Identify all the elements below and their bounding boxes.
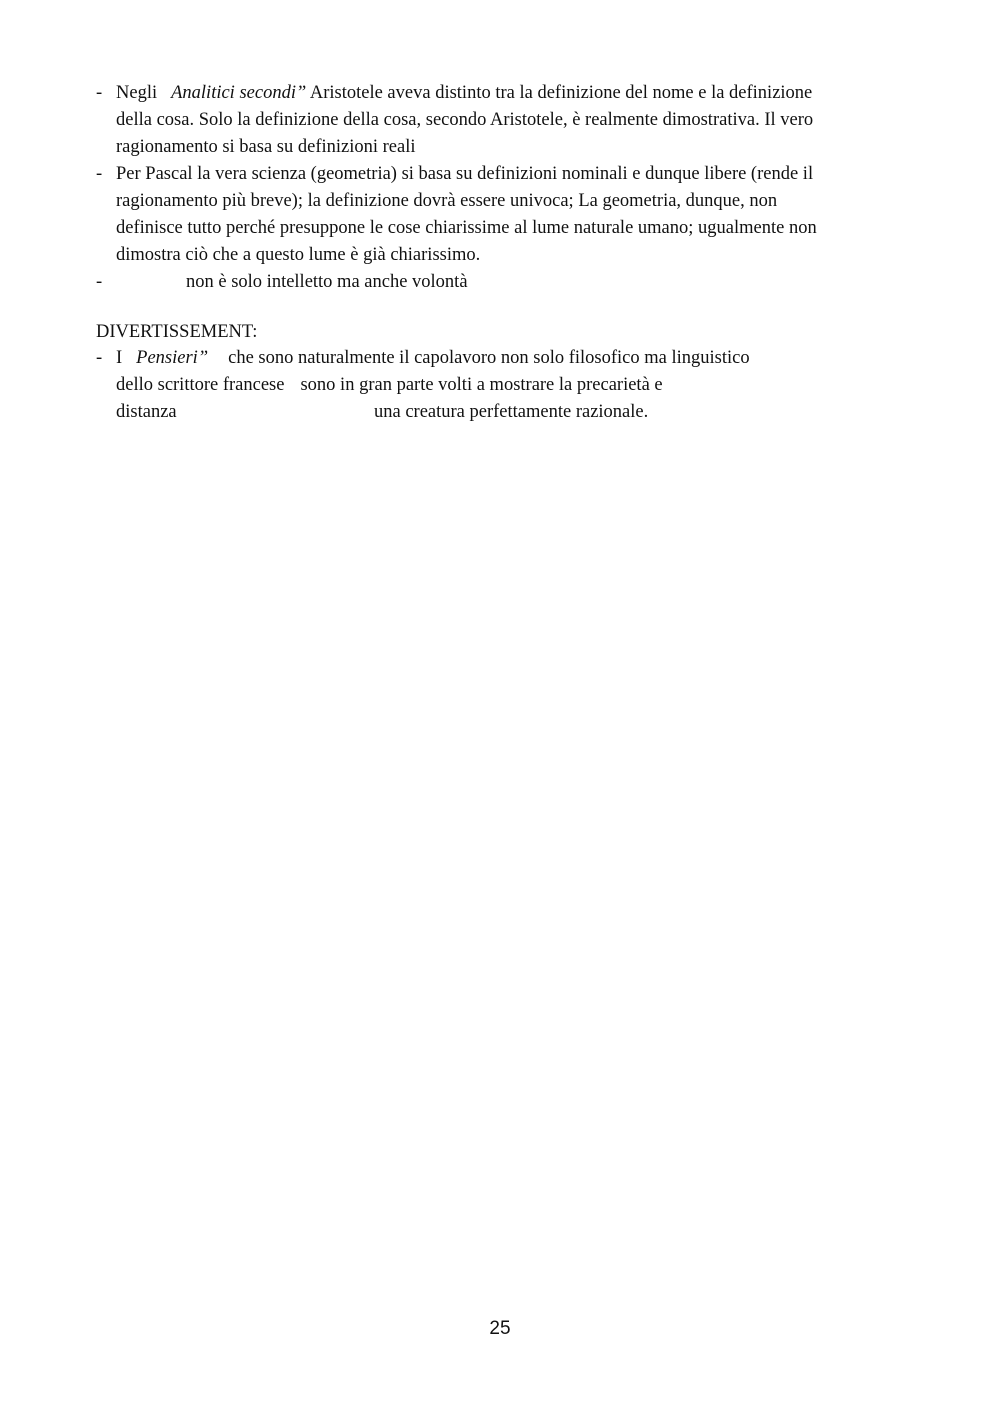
page-number: 25 xyxy=(489,1318,511,1339)
bullet-4-line-1 xyxy=(116,345,750,372)
bullet-1-prefix: Negli xyxy=(116,83,158,103)
bullet-marker: - xyxy=(96,348,103,368)
bullet-2-line-1: Per Pascal la vera scienza (geometria) si basa su definizioni nominali e dunque libere (rende il xyxy=(116,164,814,184)
bullet-1-line-1-rest: Aristotele aveva distinto tra la definizione del nome e la definizione xyxy=(309,83,813,103)
bullet-2-line-3: definisce tutto perché presuppone le cose chiarissime al lume naturale umano; ugualmente non xyxy=(116,218,817,238)
bullet-2-line-2: ragionamento più breve); la definizione dovrà essere univoca; La geometria, dunque, non xyxy=(116,191,778,211)
bullet-3-text: non è solo intelletto ma anche volontà xyxy=(186,272,468,292)
bullet-1-line-3: ragionamento si basa su definizioni reali xyxy=(116,137,416,157)
bullet-4-line-1-rest: che sono naturalmente il capolavoro non solo filosofico ma linguistico xyxy=(228,348,750,368)
bullet-4-line-2 xyxy=(116,372,663,399)
bullet-2-line-4: dimostra ciò che a questo lume è già chiarissimo. xyxy=(116,245,481,265)
bullet-marker: - xyxy=(96,272,103,292)
section-heading: DIVERTISSEMENT: xyxy=(96,322,258,342)
bullet-4-line-2-a: dello scrittore francese xyxy=(116,375,285,395)
bullet-1-line-1 xyxy=(116,80,812,107)
bullet-1-line-2: della cosa. Solo la definizione della cosa, secondo Aristotele, è realmente dimostrativa. Il vero xyxy=(116,110,814,130)
bullet-4-line-3-a: distanza xyxy=(116,402,177,422)
bullet-4-line-2-b: sono in gran parte volti a mostrare la precarietà e xyxy=(300,375,663,395)
bullet-4-line-3-b: una creatura perfettamente razionale. xyxy=(374,402,649,422)
bullet-marker: - xyxy=(96,164,103,184)
bullet-1-italic-title: Analitici secondi” xyxy=(171,83,307,103)
bullet-marker: - xyxy=(96,83,103,103)
bullet-4-italic-title: Pensieri” xyxy=(136,348,209,368)
bullet-4-prefix: I xyxy=(116,348,123,368)
